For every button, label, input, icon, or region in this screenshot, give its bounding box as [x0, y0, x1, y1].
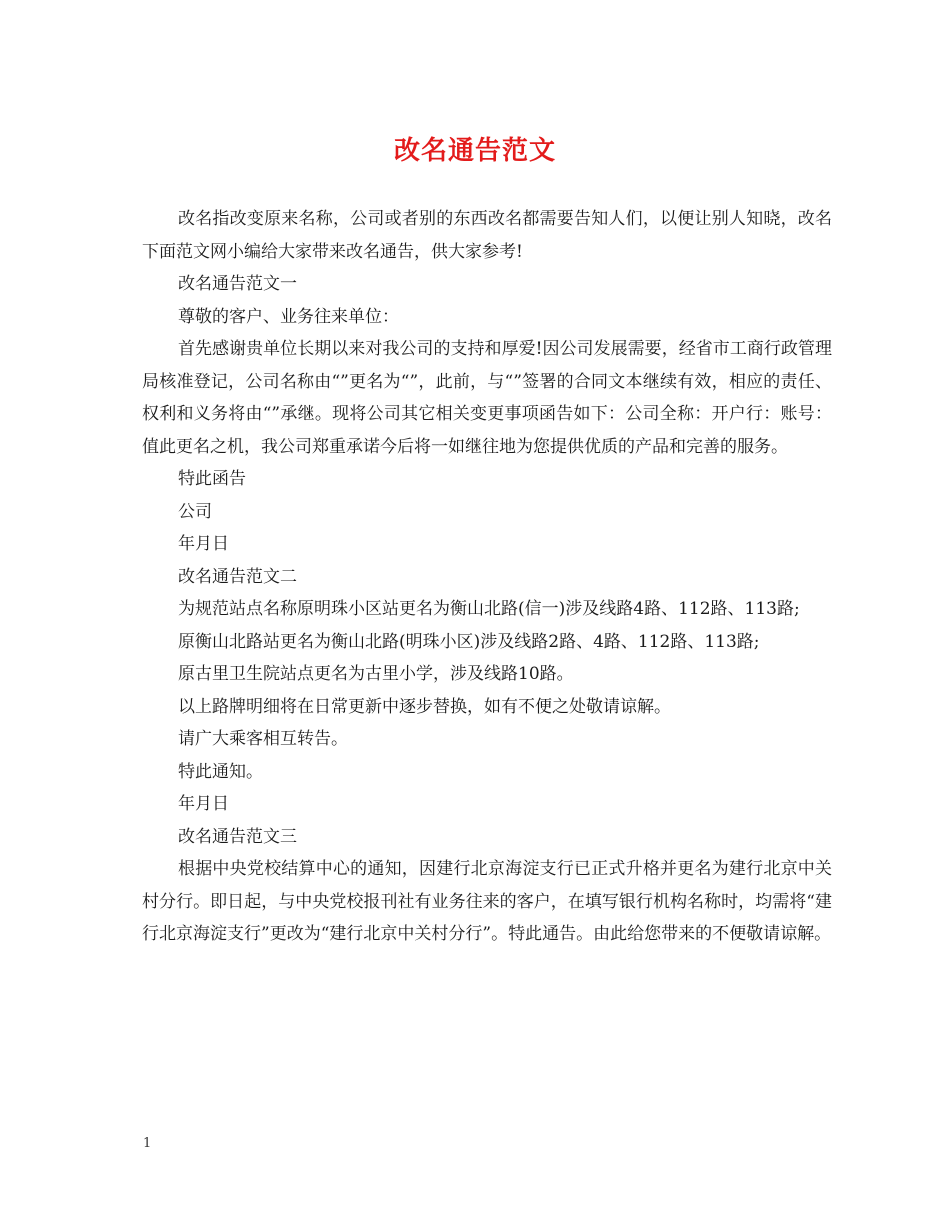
- paragraph-replacement: 以上路牌明细将在日常更新中逐步替换，如有不便之处敬请谅解。: [178, 696, 671, 717]
- paragraph-pass-on: 请广大乘客相互转告。: [178, 729, 348, 749]
- heading-sample-two: 改名通告范文二: [178, 566, 297, 587]
- paragraph-station-two: 原衡山北路站更名为衡山北路(明珠小区)涉及线路2路、4路、112路、113路;: [178, 631, 760, 652]
- closing-notice: 特此通知。: [178, 761, 263, 782]
- paragraph-bank-notice: 根据中央党校结算中心的通知，因建行北京海淀支行已正式升格并更名为建行北京中关村分行。即日起，与中央党校报刊社有业务往来的客户，在填写银行机构名称时，均需将“建行北京海淀支行”更改为“建行北京中关村分行”。特此通告。由此给您带来的不便敬请谅解。: [142, 859, 832, 944]
- paragraph-intro: 改名指改变原来名称，公司或者别的东西改名都需要告知人们，以便让别人知晓，改名下面范文网小编给大家带来改名通告，供大家参考!: [142, 209, 832, 262]
- date-line-two: 年月日: [178, 794, 229, 814]
- paragraph-notice-one: 首先感谢贵单位长期以来对我公司的支持和厚爱!因公司发展需要，经省市工商行政管理局核准登记，公司名称由“”更名为“”，此前，与“”签署的合同文本继续有效，相应的责任、权利和义务将由“”承继。现将公司其它相关变更事项函告如下：公司全称：开户行：账号： 值此更名之机，我公司郑重承诺今后将一如继往地为您提供优质的产品和完善的服务。: [142, 339, 832, 457]
- document-title: 改名通告范文: [393, 136, 556, 166]
- date-line-one: 年月日: [178, 534, 229, 554]
- page-number: 1: [143, 1136, 152, 1151]
- paragraph-station-one: 为规范站点名称原明珠小区站更名为衡山北路(信一)涉及线路4路、112路、113路;: [178, 599, 800, 619]
- closing-letter: 特此函告: [178, 469, 246, 489]
- signature-company: 公司: [178, 501, 212, 522]
- salutation: 尊敬的客户、业务往来单位：: [178, 306, 399, 327]
- document-body: [142, 203, 832, 951]
- paragraph-station-three: 原古里卫生院站点更名为古里小学，涉及线路10路。: [178, 664, 574, 684]
- heading-sample-three: 改名通告范文三: [178, 826, 297, 847]
- heading-sample-one: 改名通告范文一: [178, 274, 297, 294]
